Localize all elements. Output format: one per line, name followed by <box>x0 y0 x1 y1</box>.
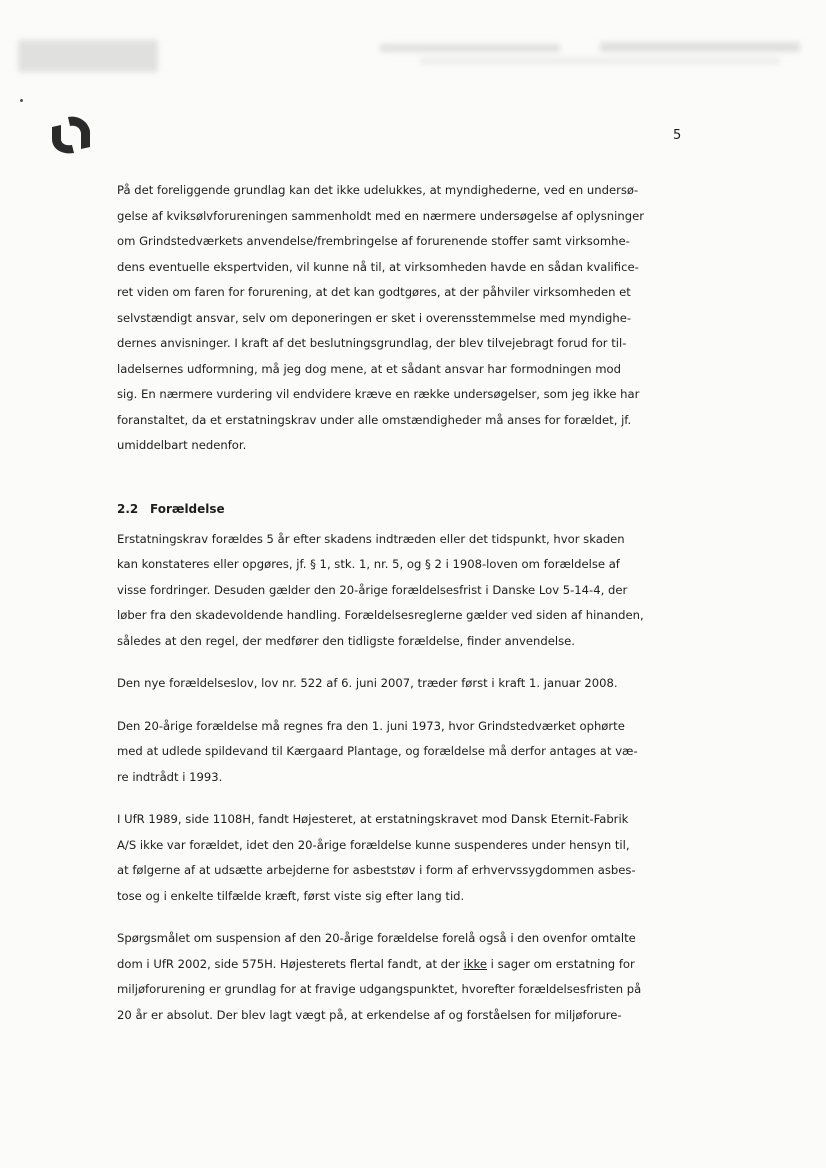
text-line: umiddelbart nedenfor. <box>117 438 247 452</box>
text-line <box>117 952 697 978</box>
paragraph-limitation-date <box>117 714 697 791</box>
company-logo-icon <box>48 113 94 155</box>
section-title: Forældelse <box>150 501 225 516</box>
text-line: Den nye forældelseslov, lov nr. 522 af 6. juni 2007, træder først i kraft 1. januar 2008. <box>117 676 618 690</box>
text-line: Erstatningskrav forældes 5 år efter skadens indtræden eller det tidspunkt, hvor skaden <box>117 531 625 546</box>
text-line: således at den regel, der medfører den tidligste forældelse, finder anvendelse. <box>117 633 575 648</box>
scan-artifact-strip <box>0 22 826 82</box>
text-line: tose og i enkelte tilfælde kræft, først viste sig efter lang tid. <box>117 888 465 903</box>
text-line: A/S ikke var forældet, idet den 20-årige forældelse kunne suspenderes under hensyn til, <box>117 837 630 852</box>
paragraph-new-law <box>117 671 697 697</box>
page-number: 5 <box>673 128 682 143</box>
text-line: løber fra den skadevoldende handling. Forældelsesreglerne gælder ved siden af hinanden, <box>117 608 644 622</box>
paragraph-ufr-1989 <box>117 807 697 909</box>
text-line: at følgerne af at udsætte arbejderne for asbeststøv i form af erhvervssygdommen asbes- <box>117 863 636 877</box>
text-line: Den 20-årige forældelse må regnes fra den 1. juni 1973, hvor Grindstedværket ophørte <box>117 718 625 733</box>
text-line: På det foreliggende grundlag kan det ikke udelukkes, at myndighederne, ved en undersø- <box>117 183 639 197</box>
text-line: re indtrådt i 1993. <box>117 769 223 784</box>
text-line: med at udlede spildevand til Kærgaard Plantage, og forældelse må derfor antages at væ- <box>117 744 638 758</box>
text-line: 20 år er absolut. Der blev lagt vægt på, at erkendelse af og forståelsen for miljøforure- <box>117 1007 622 1022</box>
underlined-word: ikke <box>463 956 487 971</box>
text-line: miljøforurening er grundlag for at fravige udgangspunktet, hvorefter forældelsesfristen på <box>117 982 642 996</box>
text-line: Spørgsmålet om suspension af den 20-årige forældelse forelå også i den ovenfor omtalte <box>117 931 636 945</box>
document-body <box>117 178 697 1028</box>
paragraph-suspension <box>117 926 697 1028</box>
text-line: dens eventuelle ekspertviden, vil kunne nå til, at virksomheden havde en sådan kvalifice- <box>117 259 639 274</box>
text-fragment: i sager om erstatning for <box>487 956 635 971</box>
text-line: visse fordringer. Desuden gælder den 20-årige forældelsesfrist i Danske Lov 5-14-4, der <box>117 582 628 597</box>
text-line: foranstaltet, da et erstatningskrav under alle omstændigheder må anses for forældet, jf. <box>117 412 632 427</box>
text-line: sig. En nærmere vurdering vil endvidere kræve en række undersøgelser, som jeg ikke har <box>117 387 640 401</box>
scan-speck <box>20 99 23 102</box>
text-line: selvstændigt ansvar, selv om deponeringen er sket i overensstemmelse med myndighe- <box>117 310 632 325</box>
text-line: gelse af kviksølvforureningen sammenholdt med en nærmere undersøgelse af oplysninger <box>117 208 644 223</box>
section-number: 2.2 <box>117 501 139 516</box>
text-line: ladelsernes udformning, må jeg dog mene, at et sådant ansvar har formodningen mod <box>117 361 621 376</box>
text-line: kan konstateres eller opgøres, jf. § 1, stk. 1, nr. 5, og § 2 i 1908-loven om forældelse af <box>117 557 620 571</box>
paragraph-limitation-rules <box>117 527 697 655</box>
text-line: ret viden om faren for forurening, at det kan godtgøres, at der påhviler virksomheden et <box>117 285 631 299</box>
text-line: dernes anvisninger. I kraft af det beslutningsgrundlag, der blev tilvejebragt forud for til- <box>117 336 627 350</box>
text-line: I UfR 1989, side 1108H, fandt Højesteret, at erstatningskravet mod Dansk Eternit-Fabrik <box>117 812 629 826</box>
text-line: om Grindstedværkets anvendelse/frembringelse af forurenende stoffer samt virksomhe- <box>117 234 630 248</box>
section-heading <box>117 499 697 519</box>
text-fragment: dom i UfR 2002, side 575H. Højesterets flertal fandt, at der <box>117 956 464 971</box>
paragraph-liability <box>117 178 697 459</box>
